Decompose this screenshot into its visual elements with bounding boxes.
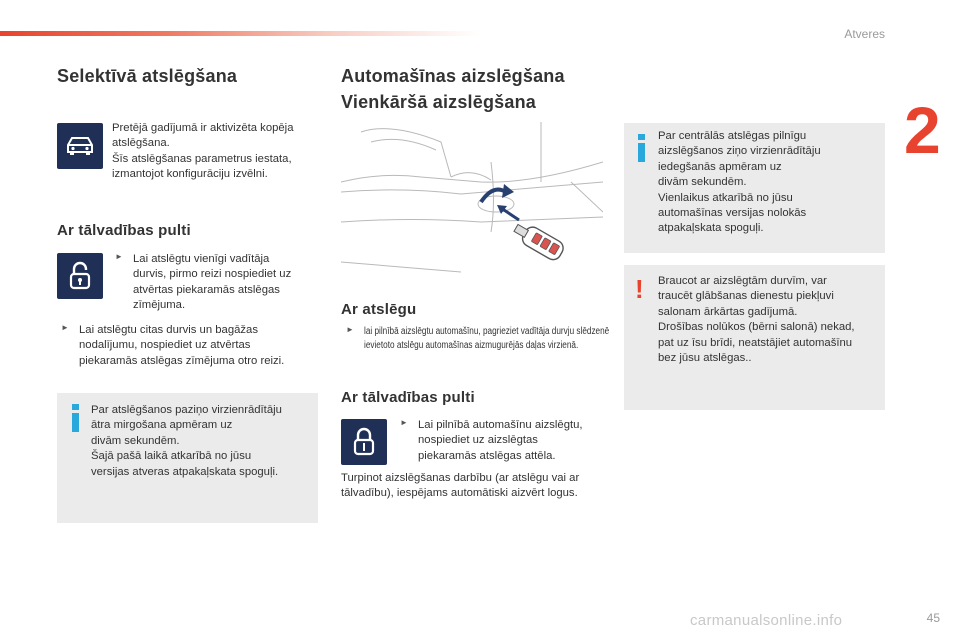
bullet-line: piekaramās atslēgas zīmējuma otro reizi. bbox=[79, 354, 285, 367]
warning-line: bez jūsu atslēgas.. bbox=[658, 352, 752, 365]
info-line: Par centrālās atslēgas pilnīgu bbox=[658, 130, 807, 142]
bullet-line: ievietoto atslēgu automašīnas aizmugurējās daļas virzienā. bbox=[364, 340, 579, 351]
warning-icon: ! bbox=[635, 274, 644, 304]
chapter-number: 2 bbox=[904, 93, 941, 167]
warning-line: Braucot ar aizslēgtām durvīm, var bbox=[658, 275, 827, 287]
left-info-box bbox=[57, 393, 318, 523]
intro-line: atslēgšana. bbox=[112, 137, 170, 150]
info-line: Par atslēgšanos paziņo virzienrādītāju bbox=[91, 404, 282, 416]
bullet-line: lai pilnībā aizslēgtu automašīnu, pagrieziet vadītāja durvju slēdzenē bbox=[364, 326, 610, 337]
bullet-line: Lai pilnībā automašīnu aizslēgtu, bbox=[418, 419, 583, 431]
remote-unlock-bullet bbox=[133, 252, 323, 314]
bullet-line: Lai atslēgtu citas durvis un bagāžas bbox=[79, 324, 258, 336]
info-icon bbox=[637, 134, 646, 162]
header-accent-bar bbox=[0, 31, 480, 36]
info-icon bbox=[71, 404, 80, 432]
info-line: divām sekundēm. bbox=[658, 176, 747, 189]
remote-lock-bullet bbox=[418, 418, 608, 464]
bullet-line: Lai atslēgtu vienīgi vadītāja bbox=[133, 253, 270, 265]
middle-title: Automašīnas aizslēgšana bbox=[341, 66, 565, 86]
info-line: aizslēgšanos ziņo virzienrādītāju bbox=[658, 145, 821, 158]
warning-line: pat uz īsu brīdi, neatstājiet automašīnu bbox=[658, 336, 853, 349]
watermark: carmanualsonline.info bbox=[690, 612, 843, 629]
middle-subtitle: Vienkāršā aizslēgšana bbox=[341, 92, 536, 112]
bullet-line: nodalījumu, nospiediet uz atvērtas bbox=[79, 339, 251, 352]
bullet-line: zīmējuma. bbox=[133, 299, 186, 312]
info-line: divām sekundēm. bbox=[91, 434, 180, 447]
right-warning-box bbox=[624, 265, 885, 410]
info-line: atpakaļskata spoguļi. bbox=[658, 222, 764, 235]
right-warning-text bbox=[658, 274, 882, 366]
bullet-line: nospiediet uz aizslēgtas bbox=[418, 434, 538, 447]
page-number: 45 bbox=[926, 611, 940, 625]
bullet-line: durvis, pirmo reizi nospiediet uz bbox=[133, 268, 292, 281]
middle-remote-heading: Ar tālvadības pulti bbox=[341, 389, 475, 406]
key-heading: Ar atslēgu bbox=[341, 301, 417, 318]
info-line: versijas atveras atpakaļskata spoguļi. bbox=[91, 465, 279, 478]
warning-line: salonam ārkārtas gadījumā. bbox=[658, 305, 798, 318]
section-name: Atveres bbox=[844, 27, 885, 41]
left-remote-heading: Ar tālvadības pulti bbox=[57, 222, 191, 239]
left-intro-text bbox=[112, 121, 322, 183]
info-line: Šajā pašā laikā atkarībā no jūsu bbox=[91, 450, 252, 463]
left-info-text bbox=[91, 403, 313, 480]
right-info-box bbox=[624, 123, 885, 253]
unlocked-padlock-icon bbox=[57, 253, 103, 299]
info-line: iedegšanās apmēram uz bbox=[658, 160, 782, 173]
bullet-line: piekaramās atslēgas attēla. bbox=[418, 449, 556, 462]
note-line: Turpinot aizslēgšanas darbību (ar atslēgu vai ar bbox=[341, 472, 580, 484]
info-line: automašīnas versijas nolokās bbox=[658, 207, 807, 220]
car-settings-icon bbox=[57, 123, 103, 169]
note-line: tālvadību), iespējams automātiski aizvērt logus. bbox=[341, 487, 578, 500]
left-title: Selektīvā atslēgšana bbox=[57, 66, 238, 86]
bullet-line: atvērtas piekaramās atslēgas bbox=[133, 283, 280, 296]
intro-line: Šīs atslēgšanas parametrus iestata, bbox=[112, 152, 292, 165]
key-lock-bullet bbox=[364, 325, 610, 353]
warning-line: Drošības nolūkos (bērni salonā) nekad, bbox=[658, 321, 855, 334]
intro-line: izmantojot konfigurāciju izvēlni. bbox=[112, 168, 268, 181]
intro-line: Pretējā gadījumā ir aktivizēta kopēja bbox=[112, 122, 294, 134]
right-info-text bbox=[658, 129, 880, 237]
auto-window-note bbox=[341, 471, 611, 502]
key-in-door-illustration bbox=[341, 122, 603, 292]
warning-line: traucēt glābšanas dienestu piekļuvi bbox=[658, 290, 834, 303]
locked-padlock-icon bbox=[341, 419, 387, 465]
info-line: Vienlaikus atkarībā no jūsu bbox=[658, 191, 793, 204]
info-line: ātra mirgošana apmēram uz bbox=[91, 419, 233, 432]
other-doors-bullet bbox=[79, 323, 319, 369]
